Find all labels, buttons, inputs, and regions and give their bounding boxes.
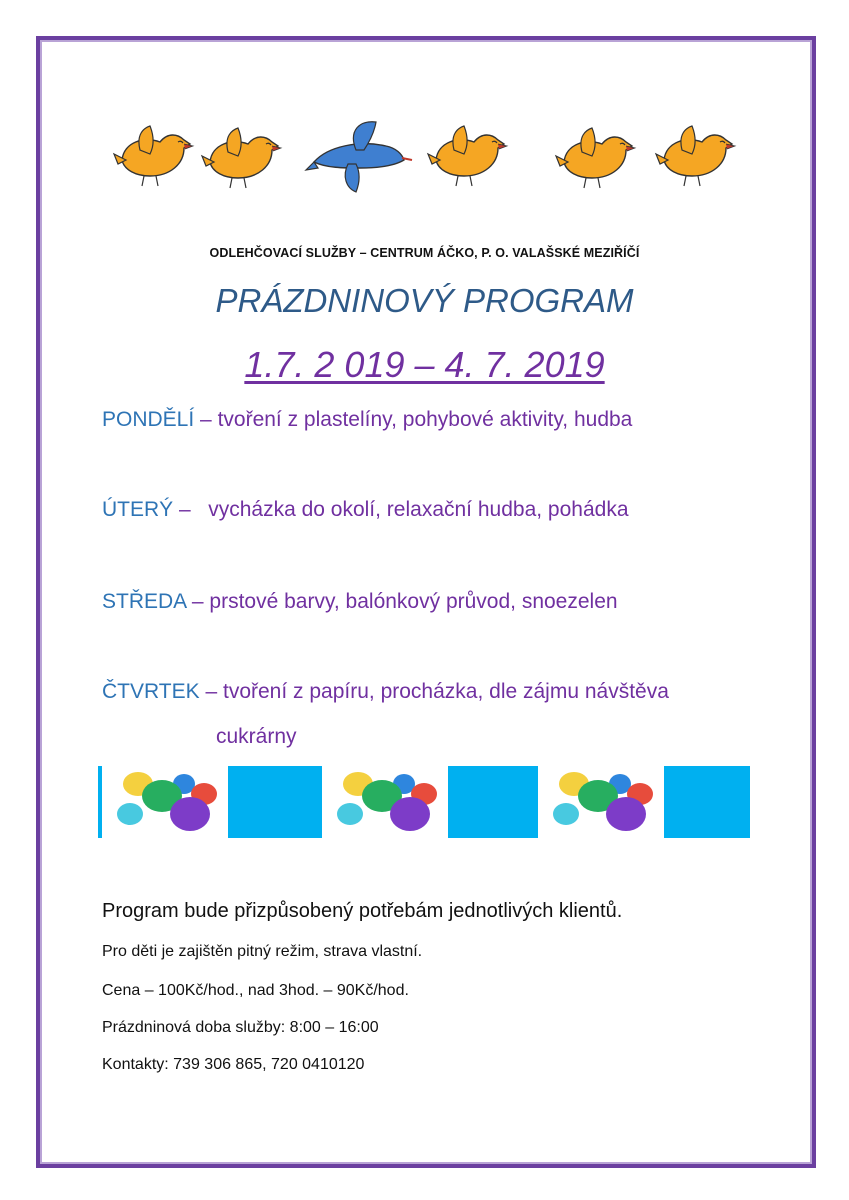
note-line: Kontakty: 739 306 865, 720 0410120 xyxy=(102,1056,365,1073)
bird-orange-icon xyxy=(656,126,735,186)
organization-heading: ODLEHČOVACÍ SLUŽBY – CENTRUM ÁČKO, P. O. VALAŠSKÉ MEZIŘÍČÍ xyxy=(209,246,640,260)
balloons-icon xyxy=(550,770,660,834)
bird-orange-icon xyxy=(428,126,507,186)
day-activities: tvoření z plastelíny, pohybové aktivity, hudba xyxy=(217,408,633,431)
bird-orange-icon xyxy=(556,128,635,188)
note-line: Prázdninová doba služby: 8:00 – 16:00 xyxy=(102,1019,379,1036)
birds-banner xyxy=(108,112,748,198)
day-activities: tvoření z papíru, procházka, dle zájmu návštěva xyxy=(223,680,669,703)
program-day-tuesday xyxy=(102,498,629,522)
balloon-strip xyxy=(98,766,750,838)
program-dates: 1.7. 2 019 – 4. 7. 2019 xyxy=(244,344,605,385)
program-note: Program bude přizpůsobený potřebám jednotlivých klientů. xyxy=(102,900,623,922)
day-activities: prstové barvy, balónkový průvod, snoezelen xyxy=(209,590,618,613)
day-name: PONDĚLÍ xyxy=(102,408,195,431)
day-separator: – xyxy=(194,408,218,431)
page-title: PRÁZDNINOVÝ PROGRAM xyxy=(215,282,634,319)
day-separator: – xyxy=(199,680,223,703)
day-name: STŘEDA xyxy=(102,590,187,613)
note-line: Cena – 100Kč/hod., nad 3hod. – 90Kč/hod. xyxy=(102,982,409,999)
program-day-monday xyxy=(102,408,632,432)
program-day-thursday xyxy=(102,680,669,704)
program-day-wednesday xyxy=(102,590,618,614)
day-activities: vycházka do okolí, relaxační hudba, pohádka xyxy=(208,498,629,521)
note-line: Pro děti je zajištěn pitný režim, strava vlastní. xyxy=(102,943,423,960)
day-name: ÚTERÝ xyxy=(102,498,174,521)
day-name: ČTVRTEK xyxy=(102,680,200,703)
balloons-icon xyxy=(114,770,224,834)
day-separator: – xyxy=(186,590,210,613)
bird-orange-icon xyxy=(202,128,281,188)
day-activities-continuation: cukrárny xyxy=(216,725,297,748)
bird-blue-icon xyxy=(306,122,412,192)
day-separator: – xyxy=(173,498,209,521)
balloons-icon xyxy=(334,770,444,834)
bird-orange-icon xyxy=(114,126,193,186)
